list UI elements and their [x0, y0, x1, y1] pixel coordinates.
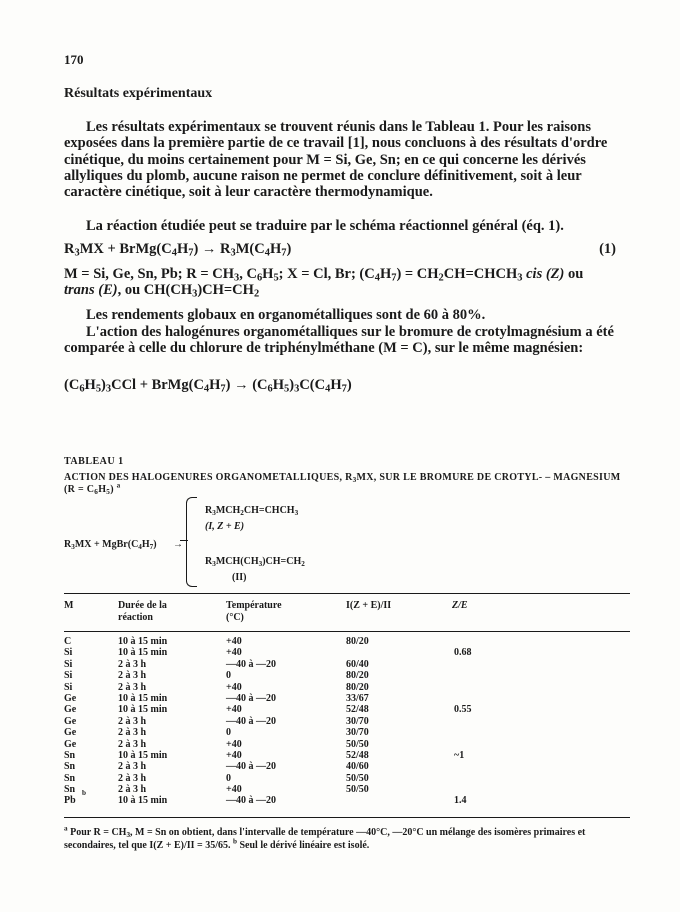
scheme-product-1-label: (I, Z + E) [205, 521, 245, 532]
table-caption: ACTION DES HALOGENURES ORGANOMETALLIQUES, $R_3MX$, SUR LE BROMURE DE CROTYL- – MAGNESIUM $(R = C_6H_5)$ $^a$ [64, 472, 621, 496]
cell-ze: 1.4 [454, 795, 467, 807]
section-heading: Résultats expérimentaux [64, 86, 213, 101]
cell-duration: 2 à 3 h [118, 715, 147, 727]
cell-temperature: 0 [226, 670, 231, 682]
cell-m: Sn [64, 772, 76, 784]
cell-temperature: 0 [226, 772, 231, 784]
paragraph-1: Les résultats expérimentaux se trouvent réunis dans le Tableau 1. Pour les raisons exposées dans la première partie de ce travail [1], nous concluons à des résultats d'ordre cinétique, du moins certainement pour M = Si, Ge, Sn; en ce qui concerne les dérivés allyliques du plomb, aucune raison ne permet de conclure définitivement, soit à leur caractère cinétique, soit à leur caractère thermodynamique. [64, 119, 608, 201]
cell-duration: 10 à 15 min [118, 692, 168, 704]
table-body [0, 636, 680, 807]
table-label: TABLEAU 1 [64, 456, 124, 467]
table-row [0, 750, 680, 761]
cell-ratio: 52/48 [346, 704, 369, 716]
cell-m: Ge [64, 704, 77, 716]
cell-m: Sn [64, 784, 76, 796]
scheme-reactants: $R_3MX$ + $MgBr(C_4H_7)$ [64, 539, 157, 551]
equation-1-body: $R_3MX$ + $BrMg(C_4H_7) \to R_3M(C_4H_7)$ [64, 241, 292, 259]
table-row [0, 739, 680, 750]
table-row: Pb b 10 à 15 min —40 à —20 1.4 [64, 789, 467, 807]
cell-m: Si [64, 658, 73, 670]
cell-temperature: +40 [226, 681, 242, 693]
equation-2: $(C_6H_5)_3CCl$ + $BrMg(C_4H_7) \to (C_6H_5)_3C(C_4H_7)$ [64, 377, 352, 395]
cell-duration: 2 à 3 h [118, 727, 147, 739]
cell-temperature: —40 à —20 [226, 715, 276, 727]
table-row [0, 704, 680, 715]
table-row [0, 716, 680, 727]
cell-duration: 2 à 3 h [118, 761, 147, 773]
cell-temperature: —40 à —20 [226, 795, 276, 807]
table-row [0, 636, 680, 647]
cell-temperature: 0 [226, 727, 231, 739]
cell-duration: 10 à 15 min [118, 704, 168, 716]
cell-m: Si [64, 681, 73, 693]
scheme-brace-point [180, 540, 188, 541]
cell-m: Ge [64, 738, 77, 750]
cell-ratio: 52/48 [346, 749, 369, 761]
cell-duration: 2 à 3 h [118, 658, 147, 670]
cell-temperature: +40 [226, 647, 242, 659]
cell-duration: 2 à 3 h [118, 772, 147, 784]
table-row [0, 727, 680, 738]
cell-ratio: 50/50 [346, 738, 369, 750]
equation-1 [64, 241, 616, 258]
scheme-brace [186, 497, 197, 587]
footnote-b: Seul le dérivé linéaire est isolé. [239, 840, 370, 851]
cell-ratio: 80/20 [346, 636, 369, 647]
cell-duration: 2 à 3 h [118, 784, 147, 796]
cell-ze: 0.68 [454, 647, 472, 659]
cell-ratio: 80/20 [346, 681, 369, 693]
table-top-rule [64, 593, 630, 594]
scheme-product-1: $R_3MCH_2CH=CHCH_3$ [205, 505, 299, 517]
cell-m: Sn [64, 749, 76, 761]
paragraph-4: L'action des halogénures organométalliques sur le bromure de crotylmagnésium a été comparée à celle du chlorure de triphénylméthane (M = C), sur le même magnésien: [64, 324, 614, 357]
cell-duration: 10 à 15 min [118, 749, 168, 761]
cell-m: Ge [64, 727, 77, 739]
table-header-rule [64, 631, 630, 632]
cell-temperature: +40 [226, 784, 242, 796]
paragraph-3: Les rendements globaux en organométalliques sont de 60 à 80%. [86, 307, 486, 323]
cell-m: Si [64, 670, 73, 682]
header-m: M [64, 600, 74, 611]
cell-m: Pb [64, 795, 76, 807]
table-row [0, 647, 680, 658]
page-number: 170 [64, 52, 84, 67]
table-row [0, 693, 680, 704]
cell-duration: 10 à 15 min [118, 647, 168, 659]
cell-ratio: 30/70 [346, 727, 369, 739]
cell-ratio: 60/40 [346, 658, 369, 670]
equation-1-number: (1) [599, 241, 616, 257]
cell-ratio: 33/67 [346, 692, 369, 704]
header-temperature: Température (°C) [226, 600, 282, 623]
cell-temperature: —40 à —20 [226, 761, 276, 773]
cell-temperature: +40 [226, 738, 242, 750]
cell-temperature: —40 à —20 [226, 692, 276, 704]
cell-ratio: 30/70 [346, 715, 369, 727]
scheme-arrow: → [173, 539, 183, 550]
cell-duration: 2 à 3 h [118, 670, 147, 682]
cell-duration: 10 à 15 min [118, 795, 168, 807]
cell-temperature: +40 [226, 749, 242, 761]
cell-duration: 10 à 15 min [118, 636, 168, 647]
cell-duration: 2 à 3 h [118, 738, 147, 750]
header-ratio: I(Z + E)/II [346, 600, 392, 611]
cell-temperature: +40 [226, 636, 242, 647]
cell-duration: 2 à 3 h [118, 681, 147, 693]
table-row [0, 682, 680, 693]
paragraph-2: La réaction étudiée peut se traduire par le schéma réactionnel général (éq. 1). [86, 218, 564, 234]
cell-ze: ~1 [454, 749, 465, 761]
cell-m: Si [64, 647, 73, 659]
cell-ratio: 80/20 [346, 670, 369, 682]
table-row [0, 659, 680, 670]
cell-ratio: 50/50 [346, 772, 369, 784]
table-row [0, 670, 680, 681]
cell-m: Ge [64, 692, 77, 704]
scheme-product-2-label: (II) [232, 572, 247, 583]
table-row [0, 784, 680, 795]
table-row [0, 761, 680, 772]
table-bottom-rule [64, 817, 630, 818]
header-ze: Z/E [452, 600, 468, 611]
cell-m: C [64, 636, 72, 647]
cell-temperature: —40 à —20 [226, 658, 276, 670]
header-duration: Durée de la réaction [118, 600, 167, 623]
cell-ratio: 40/60 [346, 761, 369, 773]
table-footnote: $^a$ Pour $R = CH_3$, M = Sn on obtient, dans l'intervalle de température —40°C, —20°C un mélange des isomères primaires et secondaires, tel que I(Z + E)/II = 35/65. $^b$ Seul le dérivé linéaire est isolé. [64, 824, 586, 851]
cell-m: Sn [64, 761, 76, 773]
scheme-product-2: $R_3MCH(CH_3)CH=CH_2$ [205, 556, 305, 568]
table-row [0, 773, 680, 784]
cell-temperature: +40 [226, 704, 242, 716]
cell-ratio: 50/50 [346, 784, 369, 796]
substituent-definitions: M = Si, Ge, Sn, Pb; $R = CH_3$, $C_6H_5$; X = Cl, Br; $(C_4H_7)$ = $CH_2CH=CHCH_3$ cis (Z) ou trans (E), ou $CH(CH_3)CH=CH_2$ [64, 266, 584, 300]
cell-m: Ge [64, 715, 77, 727]
cell-ze: 0.55 [454, 704, 472, 716]
